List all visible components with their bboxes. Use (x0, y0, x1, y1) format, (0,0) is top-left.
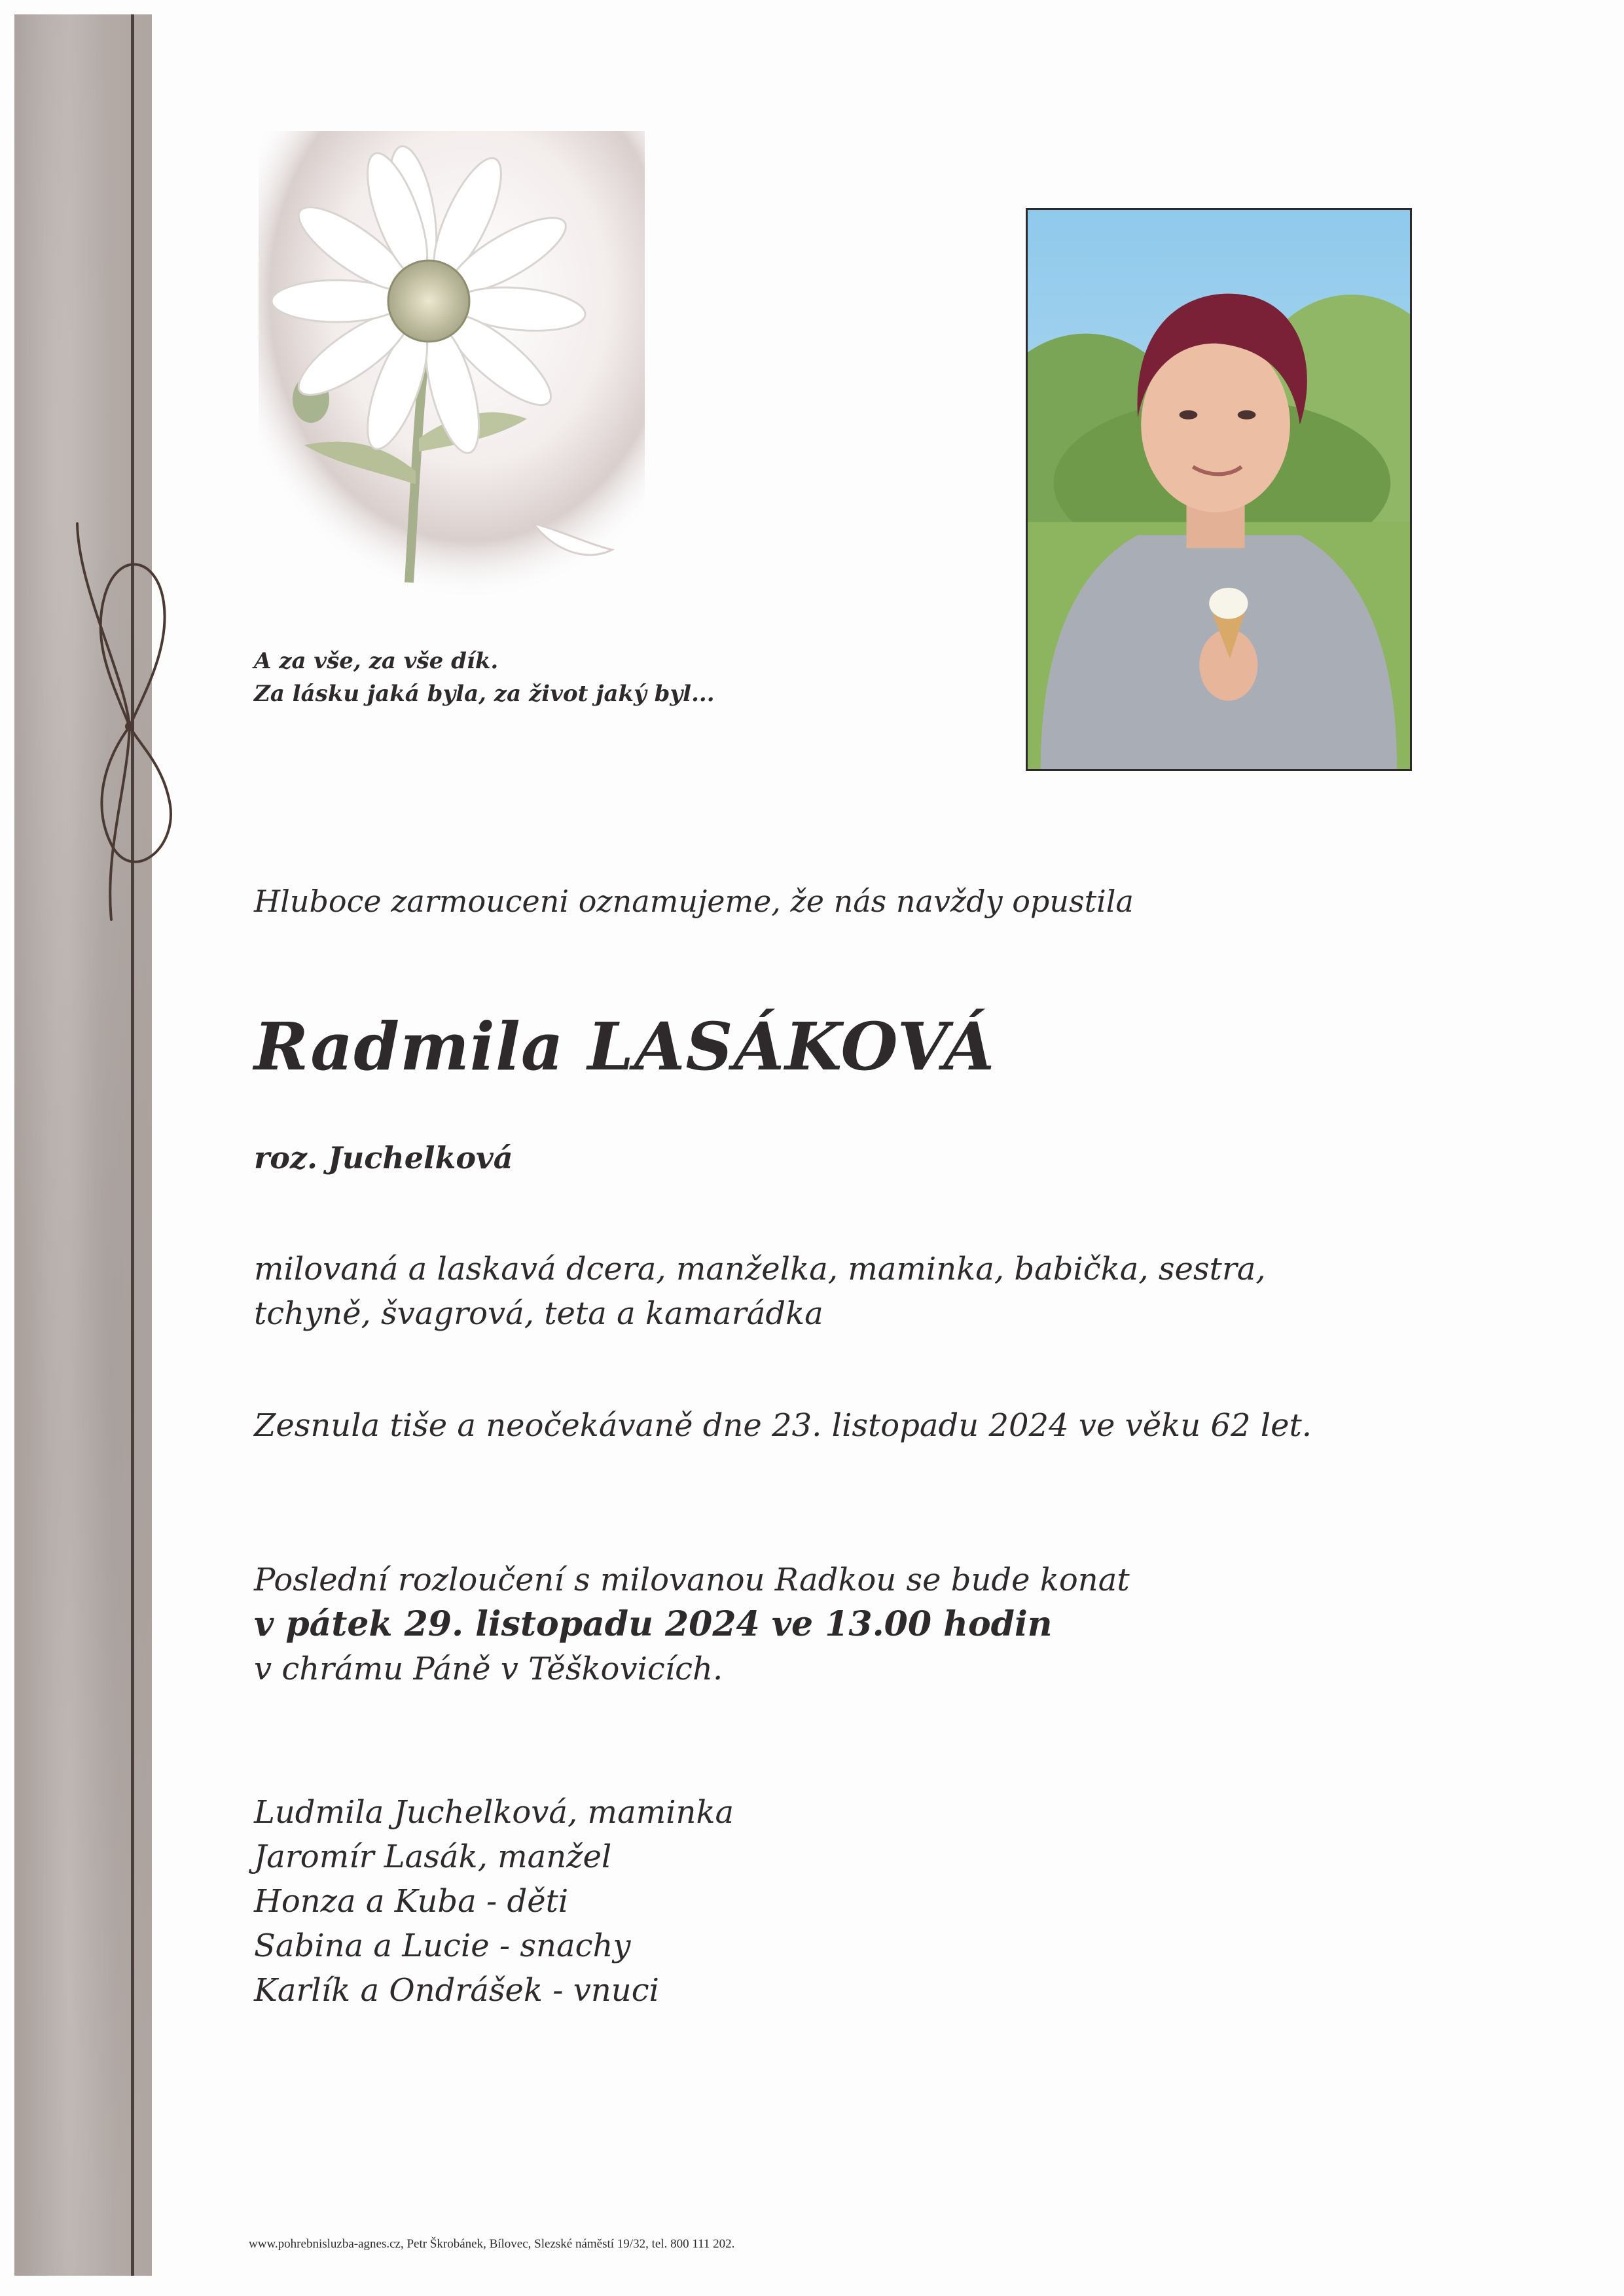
ribbon-bow-icon (65, 511, 196, 929)
mourner-item: Ludmila Juchelková, maminka (254, 1794, 734, 1831)
farewell-block (254, 1558, 1130, 1691)
mourner-item: Karlík a Ondrášek - vnuci (254, 1972, 659, 2009)
roles-line: tchyně, švagrová, teta a kamarádka (254, 1295, 823, 1332)
farewell-date: v pátek 29. listopadu 2024 ve 13.00 hodin (254, 1604, 1053, 1644)
mourner-item: Honza a Kuba - děti (254, 1883, 569, 1920)
portrait-photo (1026, 208, 1412, 771)
funeral-service-footer: www.pohrebnisluzba-agnes.cz, Petr Škrobánek, Bílovec, Slezské náměstí 19/32, tel. 800 111 202. (249, 2237, 735, 2251)
mourner-item: Jaromír Lasák, manžel (254, 1839, 612, 1875)
deceased-name: Radmila LASÁKOVÁ (254, 1008, 996, 1085)
intro-text: Hluboce zarmouceni oznamujeme, že nás navždy opustila (254, 884, 1134, 919)
roles-text (254, 1247, 1266, 1336)
farewell-place: v chrámu Páně v Těškovicích. (254, 1651, 723, 1687)
mourner-item: Sabina a Lucie - snachy (254, 1928, 631, 1964)
quote-block (254, 645, 715, 710)
daisy-image (259, 131, 645, 602)
roles-line: milovaná a laskavá dcera, manželka, maminka, babička, sestra, (254, 1251, 1266, 1287)
decorative-side-line (131, 14, 134, 2276)
quote-line: Za lásku jaká byla, za život jaký byl... (254, 681, 715, 707)
farewell-line: Poslední rozloučení s milovanou Radkou se bude konat (254, 1562, 1130, 1598)
mourners-list (254, 1790, 734, 2013)
death-notice: Zesnula tiše a neočekávaně dne 23. listopadu 2024 ve věku 62 let. (254, 1407, 1312, 1444)
maiden-name: roz. Juchelková (254, 1140, 513, 1175)
quote-line: A za vše, za vše dík. (254, 648, 499, 674)
